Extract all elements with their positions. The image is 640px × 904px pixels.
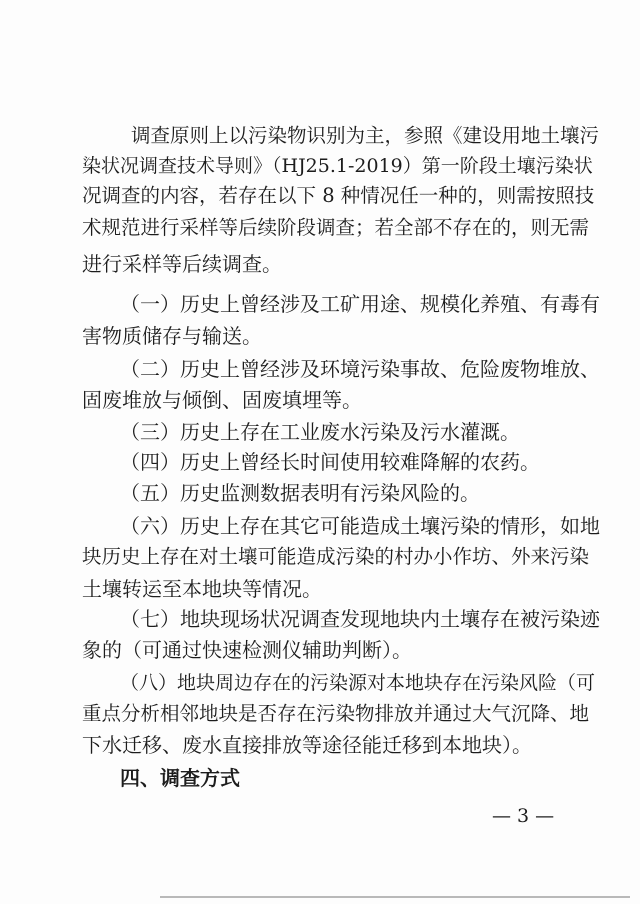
line-text: （四）历史上曾经长时间使用较难降解的农药。	[120, 450, 540, 474]
body-text-line	[0, 121, 640, 151]
body-text-line	[0, 249, 640, 279]
list-item-line	[0, 699, 640, 729]
section-heading-text: 四、调查方式	[120, 766, 240, 790]
line-text: 进行采样等后续调查。	[82, 252, 282, 276]
line-text: （五）历史监测数据表明有污染风险的。	[120, 481, 480, 505]
line-text: 重点分析相邻地块是否存在污染物排放并通过大气沉降、地	[82, 702, 590, 725]
list-item-line	[0, 321, 640, 351]
line-text: （二）历史上曾经涉及环境污染事故、危险废物堆放、	[120, 357, 600, 381]
list-item-line	[0, 447, 640, 477]
list-item-line	[0, 635, 640, 665]
body-text-line	[0, 213, 640, 243]
line-text: 土壤转运至本地块等情况。	[82, 577, 322, 601]
list-item-line	[0, 289, 640, 319]
list-item-line	[0, 417, 640, 447]
line-text: 象的（可通过快速检测仪辅助判断）。	[82, 638, 412, 662]
list-item-line	[0, 542, 640, 572]
line-text: 染状况调查技术导则》（HJ25.1-2019）第一阶段土壤污染状	[82, 155, 593, 177]
list-item-line	[0, 511, 640, 541]
line-text: （七）地块现场状况调查发现地块内土壤存在被污染迹	[120, 607, 600, 631]
line-text: 况调查的内容，若存在以下 8 种情况任一种的，则需按照技	[82, 184, 595, 207]
line-text: （八）地块周边存在的污染源对本地块存在污染风险（可	[120, 672, 596, 694]
line-text: 害物质储存与输送。	[82, 324, 262, 348]
line-text: （六）历史上存在其它可能造成土壤污染的情形，如地	[120, 514, 600, 538]
list-item-line	[0, 354, 640, 384]
line-text: （三）历史上存在工业废水污染及污水灌溉。	[120, 420, 520, 444]
section-heading	[0, 763, 640, 793]
page-number: — 3 —	[492, 805, 555, 827]
line-text: （一）历史上曾经涉及工矿用途、规模化养殖、有毒有	[120, 292, 600, 316]
list-item-line	[0, 668, 640, 698]
line-text: 调查原则上以污染物识别为主，参照《建设用地土壤污	[131, 124, 600, 147]
body-text-line	[0, 151, 640, 181]
list-item-line	[0, 730, 640, 760]
line-text: 下水迁移、废水直接排放等途径能迁移到本地块）。	[82, 733, 532, 757]
line-text: 术规范进行采样等后续阶段调查；若全部不存在的，则无需	[82, 216, 590, 239]
line-text: 块历史上存在对土壤可能造成污染的村办小作坊、外来污染	[82, 545, 590, 568]
list-item-line	[0, 478, 640, 508]
list-item-line	[0, 385, 640, 415]
list-item-line	[0, 574, 640, 604]
list-item-line	[0, 604, 640, 634]
line-text: 固废堆放与倾倒、固废填埋等。	[82, 388, 362, 412]
scan-edge-line	[160, 896, 630, 898]
body-text-line	[0, 181, 640, 211]
